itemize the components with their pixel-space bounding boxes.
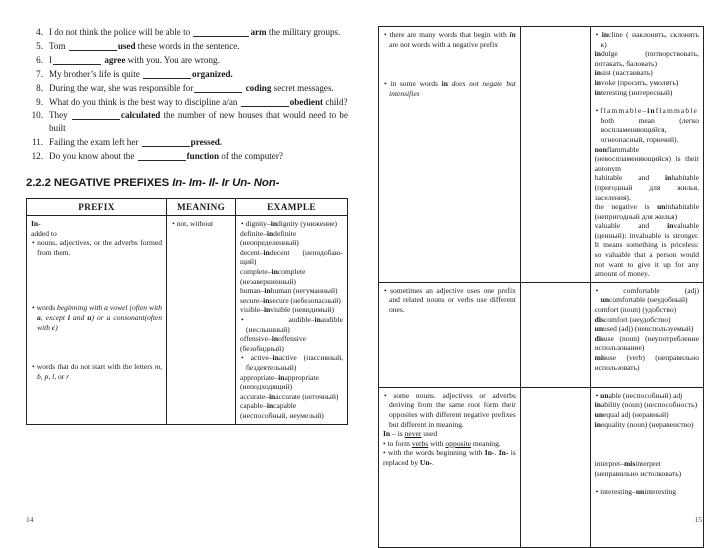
exercise-number: 10. [31,110,43,121]
exercise-number: 11. [31,136,43,147]
exercise-list [26,26,348,162]
exercise-item [26,40,348,52]
section-title: NEGATIVE PREFIXES [53,177,170,190]
cell-example: • comfortable (adj) uncomfortable (неудобный) comfort (noun) (удобство) discomfort (неудобство) unused (adj) (неиспользуемый) disuse (noun) (неупотребление использование) misuse (verb) (неправильно использовать) [594,285,699,372]
exercise-item [26,54,348,66]
exercise-item [26,68,348,80]
table-row [379,27,704,283]
exercise-item [26,82,348,94]
cell-example: • dignity–indignity (унижение) definite–indefinite (неопределенный) decent–indecent (неподобаю-щий) complete–incomplete (незавершенный) human–inhuman (негуманный) secure–insecure (небезопасный) visible–invisible (невидимый) • audible–inaudible (неслышный) offensive–inoffensive (безобидный) • active–inactive (пассивный, бездеятельный) appropriate–inappropriate (неподходящий) accurate–inaccurate (неточный) capable–incapable (неспособный, неумелый) [240,219,343,420]
cell-prefix: In- added to • nouns, adjectives, or the adverbs formed from them. • words beginning with a vowel (often with a, except i and u) or a consonant(often with c) • words that do not start with the letters m, b, p, l, or r [31,219,163,381]
prefix-table-right [378,26,704,548]
exercise-item [26,150,348,162]
exercise-text: They calculated the number of new houses that would need to be built [49,110,348,133]
left-page [0,0,364,540]
table-row [379,282,704,387]
table-row [379,387,704,547]
exercise-text: I do not think the police will be able to arm the military groups. [49,27,341,37]
exercise-text: Failing the exam left her pressed. [49,136,223,147]
exercise-number: 8. [36,82,43,93]
table-header-row [27,199,348,216]
exercise-number: 12. [31,150,43,161]
exercise-item [26,136,348,148]
section-number: 2.2.2 [26,177,51,190]
cell-meaning: • not, without [172,219,214,229]
prefix-table-left [26,198,348,424]
exercise-text: During the war, she was responsible for coding secret messages. [49,82,334,93]
exercise-text: I agree with you. You are wrong. [49,54,220,65]
exercise-text: Tom used these words in the sentence. [49,40,240,51]
exercise-number: 5. [36,40,43,51]
cell-prefix: • some nouns. adjectives or adverbs deriving from the same root form their opposites with different negative prefixes but different in meaning. In – is never used • to form verbs with opposite meaning. • with the words beginning with In-. In- is replaced by Un-. [383,390,516,467]
exercise-text: What do you think is the best way to discipline a/an obedient child? [49,96,348,107]
exercise-number: 4. [36,27,43,37]
exercise-item [26,109,348,134]
table-row [27,216,348,424]
cell-example: • incline ( наклонять, склонять к) indulge (потворствовать, потакать, баловать) insist (настаивать) invoke (просить, умолять) interesting (интересный) • flammable–inflammable both mean (легко воспламеняющийся, огнеопасный, горючий). nonflammable (невоспламеняющийся) is their antonym habitable and inhabitable (пригодный для жилья, заселения). the negative is uninhabitable (непригодный для жилья) valuable and invaluable (ценный): invaluable is stronger. It means something is priceless: so valuable that a person would not want to give it up for any amount of money. [594,30,699,279]
cell-example: • unable (неспособный) adj inability (noun) (неспособность) unequal adj (неравный) inequality (noun) (неравенство) interpret–misinterpret (неправильно истолковать) • interesting–uninteresting [594,390,698,497]
page-number-left: 14 [26,515,34,524]
exercise-item [26,96,348,108]
exercise-number: 7. [36,68,43,79]
cell-prefix: • there are many words that begin with in are not words with a negative prefix • in some words in does not negate but intensifies [384,30,516,98]
page-number-right: 15 [694,515,702,524]
section-prefix-list: In- Im- Il- Ir Un- Non- [172,177,280,190]
exercise-number: 6. [36,54,43,65]
col-header-example: EXAMPLE [236,199,348,216]
right-page [364,0,720,540]
exercise-text: Do you know about the function of the computer? [49,150,283,161]
exercise-item [26,26,348,38]
exercise-text: My brother’s life is quite organized. [49,68,233,79]
col-header-prefix: PREFIX [27,199,167,216]
cell-prefix: • sometimes an adjective uses one prefix and related nouns or verbs use different ones. [384,285,516,315]
section-heading [26,177,348,189]
col-header-meaning: MEANING [167,199,236,216]
exercise-number: 9. [36,96,43,107]
